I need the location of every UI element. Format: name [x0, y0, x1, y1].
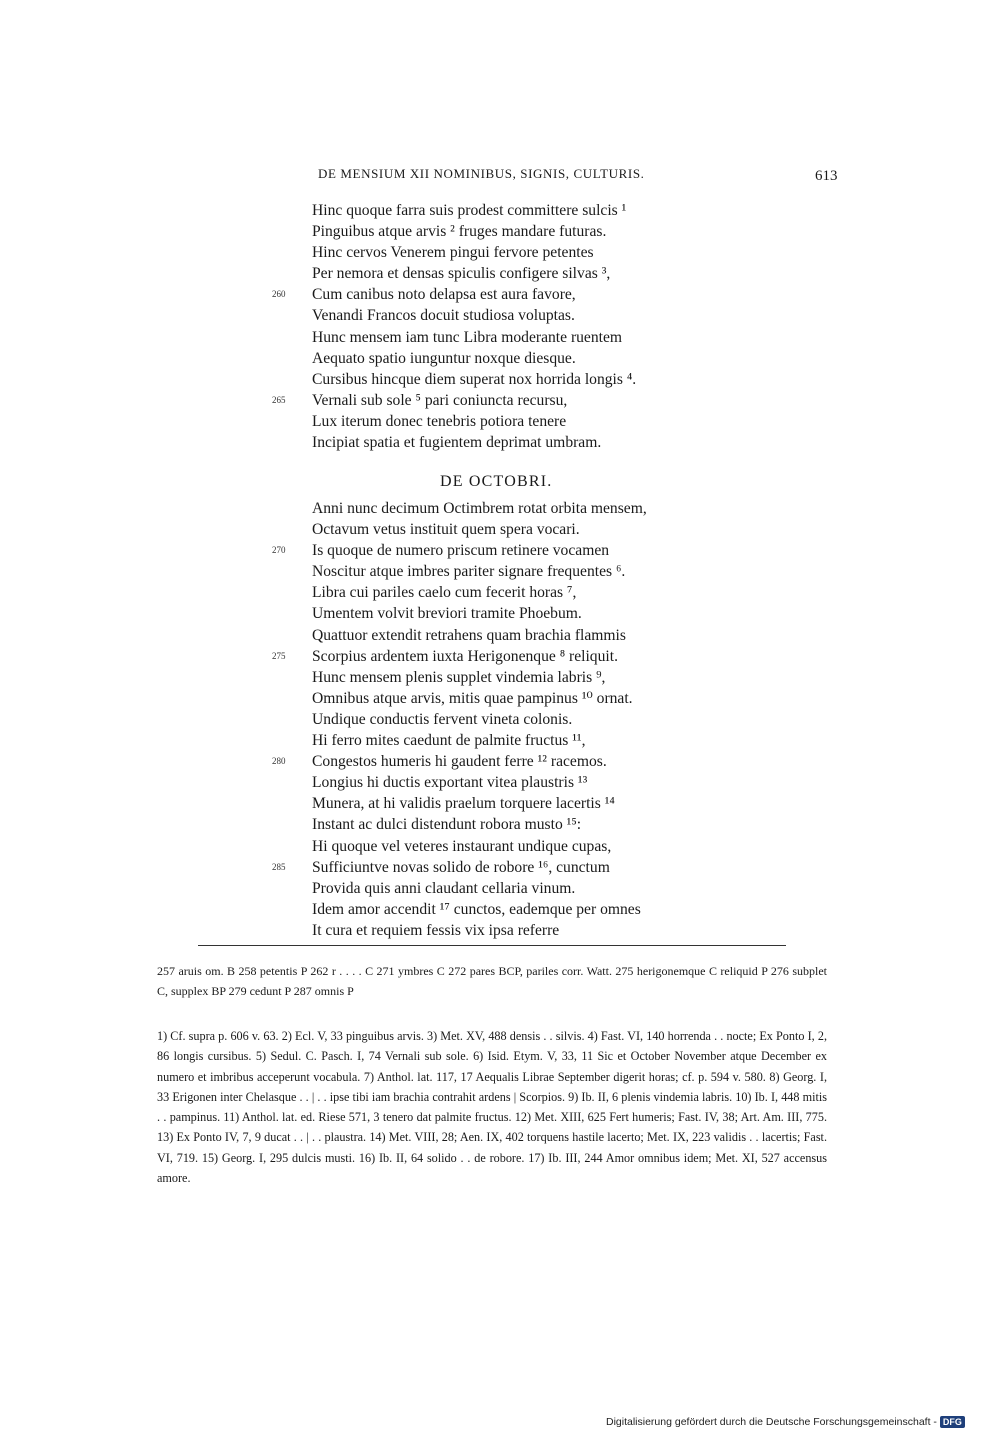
verse-text: Incipiat spatia et fugientem deprimat umbram.	[312, 434, 602, 452]
verse-text: Venandi Francos docuit studiosa voluptas.	[312, 307, 575, 325]
verse-line	[312, 519, 792, 540]
verse-line	[312, 603, 792, 624]
verse-text: Per nemora et densas spiculis configere silvas ³,	[312, 265, 611, 283]
running-title: DE MENSIUM XII NOMINIBUS, SIGNIS, CULTURIS.	[318, 166, 645, 181]
verse-text: Undique conductis fervent vineta colonis.	[312, 710, 573, 728]
verse-line	[272, 540, 792, 561]
verse-line	[312, 348, 792, 369]
apparatus-text: 257 aruis om. B 258 petentis P 262 r . . . . C 271 ymbres C 272 pares BCP, pariles corr. Watt. 275 herigonemque C reliquid P 276 subplet C, supplex BP 279 cedunt P 287 omnis P	[157, 964, 827, 998]
verse-line	[312, 369, 792, 390]
verse-text: Aequato spatio iunguntur noxque diesque.	[312, 349, 576, 367]
verse-line	[312, 582, 792, 603]
verse-text: It cura et requiem fessis vix ipsa referre	[312, 921, 560, 939]
verse-line	[312, 625, 792, 646]
verse-line	[312, 200, 792, 221]
line-number: 260	[272, 289, 286, 300]
verse-line	[312, 263, 792, 284]
verse-line	[312, 305, 792, 326]
verse-text: Hinc quoque farra suis prodest committere sulcis ¹	[312, 202, 627, 219]
verse-line	[312, 242, 792, 263]
footnotes-text: 1) Cf. supra p. 606 v. 63. 2) Ecl. V, 33 pinguibus arvis. 3) Met. XV, 488 densis . . silvis. 4) Fast. VI, 140 horrenda . . nocte; Ex Ponto I, 2, 86 longis cursibus. 5) Sedul. C. Pasch. I, 74 Vernali sub sole. 6) Isid. Etym. V, 33, 11 Sic et October November atque December ex numero et imbribus acceperunt vocabula. 7) Anthol. lat. 117, 17 Aequalis Librae September digerit horas; cf. p. 594 v. 580. 8) Georg. I, 33 Erigonen inter Chelasque . . | . . ipse tibi iam brachia contrahit ardens | Scorpios. 9) Ib. II, 6 plenis vindemia labris. 10) Ib. I, 448 mitis . . pampinus. 11) Anthol. lat. ed. Riese 571, 3 tenero dat palmite fructus. 12) Met. XIII, 625 Fert humeris; Fast. IV, 38; Art. Am. III, 775. 13) Ex Ponto IV, 7, 9 ducat . . | . . plaustra. 14) Met. VIII, 28; Aen. IX, 402 torquens hastile lacerto; Met. IX, 223 validis . . lacertis; Fast. VI, 719. 15) Georg. I, 295 dulcis musti. 16) Ib. II, 64 solido . . de robore. 17) Ib. III, 244 Amor omnibus idem; Met. XI, 527 accensus amore.	[157, 1029, 827, 1186]
verse-text: Longius hi ductis exportant vitea plaustris ¹³	[312, 774, 588, 792]
line-number: 265	[272, 394, 286, 405]
dfg-logo: DFG	[940, 1416, 965, 1428]
line-number: 280	[272, 756, 286, 767]
verse-text: Cum canibus noto delapsa est aura favore,	[312, 286, 576, 304]
verse-line	[312, 709, 792, 730]
verse-text: Congestos humeris hi gaudent ferre ¹² racemos.	[312, 753, 607, 771]
verse-text: Umentem volvit breviori tramite Phoebum.	[312, 605, 582, 623]
verse-text: Is quoque de numero priscum retinere vocamen	[312, 542, 610, 560]
verse-text: Libra cui pariles caelo cum fecerit horas ⁷,	[312, 584, 577, 602]
verse-line	[272, 284, 792, 305]
verse-text: Quattuor extendit retrahens quam brachia flammis	[312, 626, 626, 644]
verse-text: Idem amor accendit ¹⁷ cunctos, eademque per omnes	[312, 900, 641, 918]
verse-line	[312, 920, 792, 941]
verse-line	[272, 857, 792, 878]
verse-line	[312, 667, 792, 688]
verse-block-september	[272, 200, 792, 453]
verse-text: Anni nunc decimum Octimbrem rotat orbita mensem,	[312, 500, 647, 517]
verse-line	[312, 836, 792, 857]
footnotes	[157, 1026, 827, 1188]
verse-text: Cursibus hincque diem superat nox horrida longis ⁴.	[312, 370, 637, 388]
verse-text: Hi ferro mites caedunt de palmite fructus ¹¹,	[312, 732, 586, 750]
verse-text: Pinguibus atque arvis ² fruges mandare futuras.	[312, 223, 607, 241]
verse-text: Vernali sub sole ⁵ pari coniuncta recursu,	[312, 391, 568, 409]
verse-text: Hunc mensem plenis supplet vindemia labris ⁹,	[312, 668, 606, 686]
verse-text: Lux iterum donec tenebris potiora tenere	[312, 412, 567, 430]
verse-block-october	[272, 498, 792, 941]
verse-text: Munera, at hi validis praelum torquere lacertis ¹⁴	[312, 795, 615, 813]
verse-text: Omnibus atque arvis, mitis quae pampinus ¹⁰ ornat.	[312, 689, 633, 707]
verse-line	[272, 751, 792, 772]
verse-line	[312, 221, 792, 242]
verse-line	[312, 498, 792, 519]
verse-line	[272, 390, 792, 411]
digitization-credit	[606, 1416, 965, 1428]
verse-line	[312, 688, 792, 709]
verse-text: Noscitur atque imbres pariter signare frequentes ⁶.	[312, 563, 626, 581]
page-number: 613	[815, 168, 838, 184]
verse-text: Sufficiuntve novas solido de robore ¹⁶, cunctum	[312, 858, 610, 876]
footnote-rule	[198, 945, 786, 946]
verse-text: Octavum vetus instituit quem spera vocari.	[312, 521, 580, 539]
verse-line	[272, 646, 792, 667]
line-number: 285	[272, 861, 286, 872]
verse-line	[312, 814, 792, 835]
section-title: DE OCTOBRI.	[440, 473, 553, 490]
verse-line	[312, 730, 792, 751]
verse-text: Hi quoque vel veteres instaurant undique cupas,	[312, 837, 612, 855]
verse-line	[312, 327, 792, 348]
line-number: 270	[272, 545, 286, 556]
verse-text: Instant ac dulci distendunt robora musto ¹⁵:	[312, 816, 582, 834]
verse-line	[312, 432, 792, 453]
line-number: 275	[272, 650, 286, 661]
verse-text: Scorpius ardentem iuxta Herigonenque ⁸ reliquit.	[312, 647, 618, 665]
verse-line	[312, 772, 792, 793]
verse-line	[312, 878, 792, 899]
verse-line	[312, 561, 792, 582]
critical-apparatus	[157, 962, 827, 1001]
verse-line	[312, 793, 792, 814]
credit-text: Digitalisierung gefördert durch die Deutsche Forschungsgemeinschaft -	[606, 1416, 937, 1428]
verse-text: Hinc cervos Venerem pingui fervore petentes	[312, 244, 594, 262]
verse-line	[312, 411, 792, 432]
verse-line	[312, 899, 792, 920]
verse-text: Hunc mensem iam tunc Libra moderante ruentem	[312, 328, 623, 346]
verse-text: Provida quis anni claudant cellaria vinum.	[312, 879, 576, 897]
